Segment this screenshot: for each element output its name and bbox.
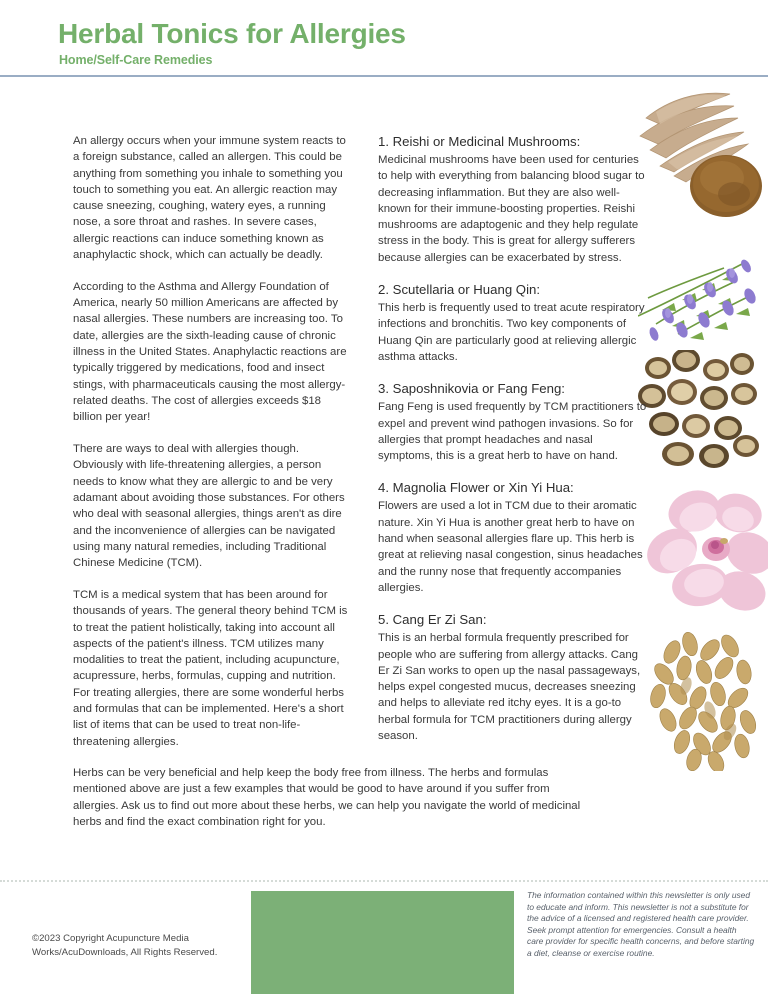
remedy-item-4-heading: 4. Magnolia Flower or Xin Yi Hua:	[378, 480, 574, 496]
remedy-item-2-heading: 2. Scutellaria or Huang Qin:	[378, 282, 540, 298]
cang-er-zi-seeds-photo	[638, 626, 768, 771]
page-title: Herbal Tonics for Allergies	[58, 18, 406, 49]
sliced-saposhnikovia-root-photo	[638, 350, 768, 480]
practice-logo-placeholder	[251, 891, 514, 994]
right-remedy-list-column	[378, 133, 648, 759]
page-subtitle: Home/Self-Care Remedies	[59, 53, 213, 67]
remedy-item-5	[378, 611, 648, 744]
remedy-item-4-body: Flowers are used a lot in TCM due to their aromatic nature. Xin Yi Hua is another great herb to have on hand when seasonal allergies flare up. This herb is great at relieving nasal congestion, sinus headaches and the runny nose that frequently accompanies allergies.	[378, 500, 643, 594]
remedy-item-3-heading: 3. Saposhnikovia or Fang Feng:	[378, 381, 565, 397]
disclaimer-text: The information contained within this newsletter is only used to educate and inform. This newsletter is not a substitute for the advice of a licensed and registered health care provider. Seek prompt attention for emergencies. Consult a health care provider for specific health concerns, and before starting a diet, cleanse or exercise routine.	[527, 890, 755, 958]
remedy-item-2-body: This herb is frequently used to treat acute respiratory infections and bronchitis. Two key components of Huang Qin are particularly good at relieving allergic asthma attacks.	[378, 302, 645, 363]
remedy-item-1-heading: 1. Reishi or Medicinal Mushrooms:	[378, 134, 581, 149]
remedy-item-4	[378, 479, 648, 596]
intro-paragraph-4: TCM is a medical system that has been around for thousands of years. The general theory behind TCM is to treat the patient holistically, taking into account all aspects of the patient's illness. TCM utilizes many modalities to treat the patient, including acupuncture, acupressure, herbs, formulas, cupping and nutrition. For treating allergies, there are some wonderful herbs and formulas that can be implemented. Here's a short list of items that can be used to treat non-life-threatening allergies.	[73, 588, 348, 748]
remedy-item-3	[378, 380, 648, 464]
intro-paragraph-3: There are ways to deal with allergies though. Obviously with life-threatening allergies, a person needs to know what they are allergic to and be very adamant about avoiding those substances. For others who deal with seasonal allergies, things aren't as dire and the inconvenience of allergies can be navigated using many natural remedies, including Traditional Chinese Medicine (TCM).	[73, 443, 345, 570]
remedy-item-1	[378, 133, 648, 266]
closing-paragraph: Herbs can be very beneficial and help keep the body free from illness. The herbs and formulas mentioned above are just a few examples that would be good to have around if you suffer from allergies. Ask us to find out more about these herbs, we can help you navigate the world of medicinal herbs and find the exact combination right for you.	[73, 767, 581, 828]
intro-paragraph-1: An allergy occurs when your immune system reacts to a foreign substance, called an allergen. This could be anything from something you inhale to something you touch to something you eat. An allergic reaction may cause sneezing, coughing, watery eyes, a running nose, a sore throat and rashes. In severe cases, allergic reactions can induce something known as anaphylactic shock, which can actually be deadly.	[73, 135, 346, 262]
pink-magnolia-flower-photo	[638, 473, 768, 638]
dried-reishi-root-and-powder-photo	[638, 78, 768, 243]
remedy-item-5-body: This is an herbal formula frequently prescribed for people who are suffering from allergy attacks. Cang Er Zi San works to open up the nasal passageways, helps expel congested mucus, decreases sneezing and helps to alleviate red itchy eyes. It is a go-to herbal formula for TCM practitioners during allergy season.	[378, 632, 641, 743]
left-text-column	[73, 133, 348, 765]
remedy-item-3-body: Fang Feng is used frequently by TCM practitioners to expel and prevent wind pathogen invasions. So for allergies that prompt headaches and nasal symptoms, this is a great herb to have on hand.	[378, 401, 647, 463]
copyright-text: ©2023 Copyright Acupuncture Media Works/AcuDownloads, All Rights Reserved.	[32, 933, 218, 958]
footer-divider	[0, 880, 768, 882]
header-divider	[0, 75, 768, 77]
remedy-item-5-heading: 5. Cang Er Zi San:	[378, 612, 487, 628]
remedy-item-1-body: Medicinal mushrooms have been used for centuries to help with everything from balancing blood sugar to decreasing inflammation. But they are also well-known for their immune-boosting properties. Reishi mushrooms are adaptogenic and they help regulate stress in the body. This is great for allergy sufferers because allergies can be exacerbated by stress.	[378, 154, 645, 264]
remedy-item-2	[378, 281, 648, 365]
page-header	[0, 0, 768, 76]
herb-photo-strip	[638, 78, 768, 778]
intro-paragraph-2: According to the Asthma and Allergy Foundation of America, nearly 50 million Americans are affected by nasal allergies. These numbers are increasing too. To date, allergies are the sixth-leading cause of chronic illness in the United States. Anaphylactic reactions are typically triggered by medications, food and insect stings, with pharmaceuticals causing the most allergy-related deaths. The cost of allergies exceeds $18 billion per year!	[73, 280, 347, 424]
